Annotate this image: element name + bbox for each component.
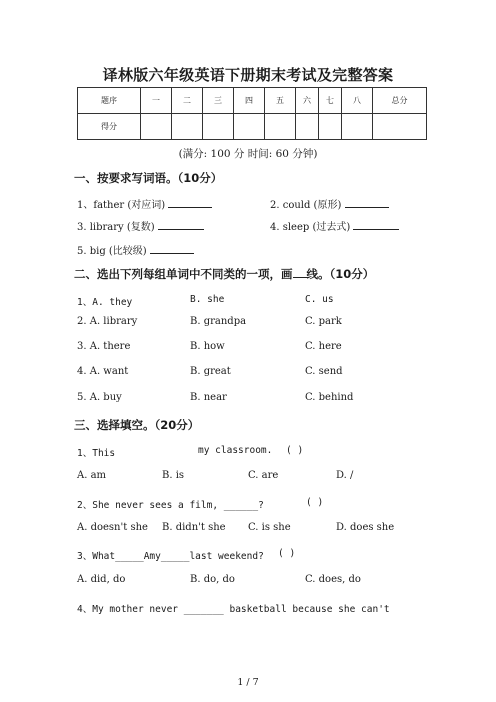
section1-item: 4. sleep (过去式) (270, 218, 399, 233)
choice-a: 3. A. there (77, 341, 131, 352)
choice-c: C. here (305, 341, 342, 352)
section3-heading: 三、选择填空。（20分） (74, 418, 200, 432)
score-table-col: 七 (319, 88, 342, 114)
answer-paren[interactable]: ( ) (306, 497, 324, 508)
score-table-col: 六 (296, 88, 319, 114)
score-table (77, 87, 427, 140)
choice-c: C. behind (305, 392, 354, 403)
section2-heading: 二、选出下列每组单词中不同类的一项，画 线。（10分） (74, 267, 375, 281)
option: A. doesn't she (77, 522, 148, 533)
option: B. is (162, 470, 185, 481)
score-table-col: 二 (172, 88, 203, 114)
score-cell[interactable] (172, 114, 203, 140)
exam-info: (满分: 100 分 时间: 60 分钟) (178, 148, 318, 160)
score-table-col: 一 (141, 88, 172, 114)
answer-blank[interactable] (150, 243, 194, 254)
option: A. did, do (77, 574, 126, 585)
page-number: 1 / 7 (237, 677, 259, 688)
choice-b: B. great (190, 366, 231, 377)
q4-stem: 4、My mother never _______ basketball because she can't (77, 604, 390, 615)
choice-b: B. near (190, 392, 227, 403)
option: D. / (336, 470, 354, 481)
underline-mark (293, 268, 307, 278)
answer-paren[interactable]: ( ) (286, 445, 304, 456)
score-table-row-header: 题序 (78, 88, 141, 114)
choice-b: B. grandpa (190, 316, 247, 327)
score-table-col: 五 (265, 88, 296, 114)
choice-a: 1、A. they (77, 297, 133, 308)
score-cell[interactable] (203, 114, 234, 140)
score-cell[interactable] (296, 114, 319, 140)
section1-heading: 一、按要求写词语。（10分） (74, 171, 223, 185)
answer-blank[interactable] (158, 219, 204, 230)
option: D. does she (336, 522, 395, 533)
section1-item: 2. could (原形) (270, 196, 389, 211)
score-table-col: 八 (342, 88, 373, 114)
option: C. does, do (305, 574, 361, 585)
score-cell-total[interactable] (373, 114, 427, 140)
score-table-total: 总分 (373, 88, 427, 114)
choice-c: C. us (305, 294, 334, 305)
choice-c: C. park (305, 316, 342, 327)
answer-paren[interactable]: ( ) (278, 548, 296, 559)
document-title: 译林版六年级英语下册期末考试及完整答案 (102, 66, 394, 84)
score-table-score-label: 得分 (78, 114, 141, 140)
option: B. do, do (190, 574, 235, 585)
option: B. didn't she (162, 522, 226, 533)
answer-blank[interactable] (345, 197, 389, 208)
section1-item: 5. big (比较级) (77, 242, 194, 257)
section1-item: 3. library (复数) (77, 218, 204, 233)
choice-a: 4. A. want (77, 366, 129, 377)
score-cell[interactable] (141, 114, 172, 140)
score-cell[interactable] (319, 114, 342, 140)
choice-a: 2. A. library (77, 316, 138, 327)
answer-blank[interactable] (353, 219, 399, 230)
choice-a: 5. A. buy (77, 392, 122, 403)
q1-stem: 1、This (77, 448, 116, 459)
q1-stem-rest: my classroom. (198, 445, 273, 456)
answer-blank[interactable] (168, 197, 212, 208)
score-cell[interactable] (265, 114, 296, 140)
option: A. am (77, 470, 107, 481)
score-table-col: 三 (203, 88, 234, 114)
option: C. is she (248, 522, 291, 533)
score-table-col: 四 (234, 88, 265, 114)
option: C. are (248, 470, 279, 481)
section1-item: 1、father (对应词) (77, 196, 212, 211)
q2-stem: 2、She never sees a film, ______? (77, 500, 264, 511)
choice-b: B. she (190, 294, 225, 305)
score-cell[interactable] (342, 114, 373, 140)
choice-b: B. how (190, 341, 225, 352)
choice-c: C. send (305, 366, 343, 377)
q3-stem: 3、What_____Amy_____last weekend? (77, 551, 264, 562)
score-cell[interactable] (234, 114, 265, 140)
